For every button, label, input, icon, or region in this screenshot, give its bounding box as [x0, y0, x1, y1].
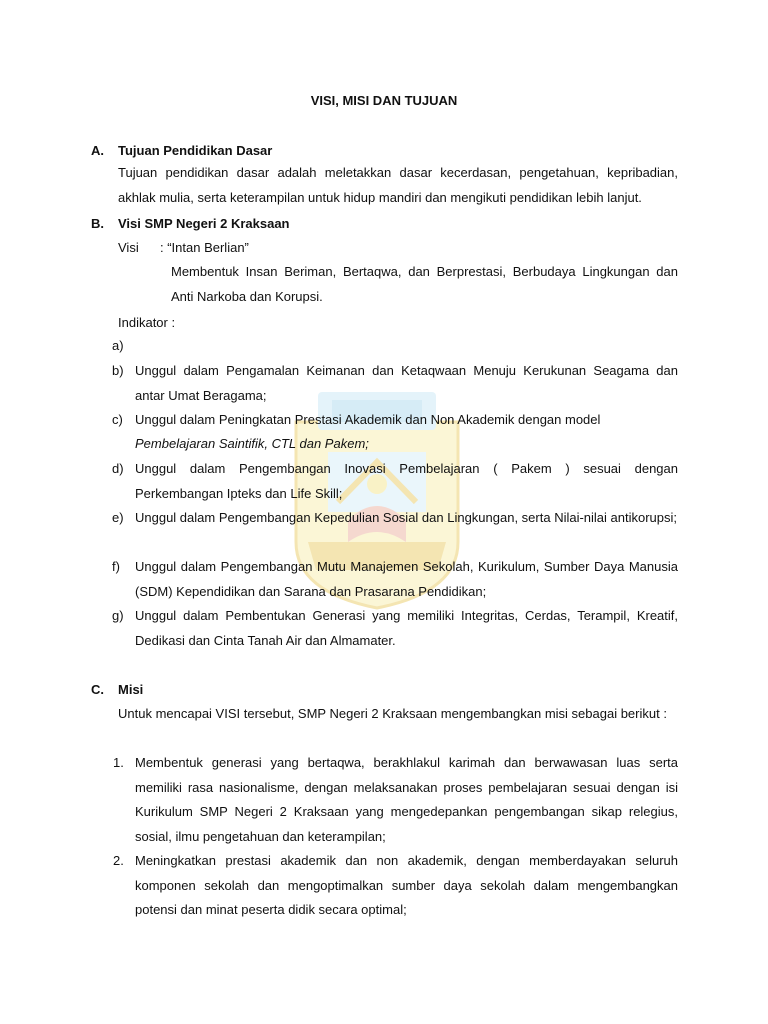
misi-item-marker: 2.	[113, 853, 124, 868]
misi-item-text: Meningkatkan prestasi akademik dan non akademik, dengan memberdayakan seluruh komponen sekolah dan mengoptimalkan sumber daya sekolah dalam mengembangkan potensi dan minat peserta didik secara optimal;	[135, 853, 678, 917]
indicator-marker: e)	[112, 510, 124, 525]
section-c-heading: Misi	[118, 682, 144, 697]
section-b-letter: B.	[91, 216, 104, 231]
indicator-text: Unggul dalam Pengembangan Inovasi Pembelajaran ( Pakem ) sesuai dengan Perkembangan Ipteks dan Life Skill;	[135, 461, 678, 501]
section-a-text: Tujuan pendidikan dasar adalah meletakkan dasar kecerdasan, pengetahuan, kepribadian, akhlak mulia, serta keterampilan untuk hidup mandiri dan mengikuti pendidikan lebih lanjut.	[118, 165, 678, 205]
visi-description: Membentuk Insan Beriman, Bertaqwa, dan Berprestasi, Berbudaya Lingkungan dan Anti Narkoba dan Korupsi.	[171, 264, 678, 304]
section-c-letter: C.	[91, 682, 104, 697]
document-title: VISI, MISI DAN TUJUAN	[310, 93, 458, 108]
indicator-marker: f)	[112, 559, 120, 574]
misi-item-text: Membentuk generasi yang bertaqwa, berakhlakul karimah dan berwawasan luas serta memiliki rasa nasionalisme, dengan melaksanakan proses pembelajaran sesuai dengan isi Kurikulum SMP Negeri 2 Kraksaan yang mengedepankan pengembangan sikap relegius, sosial, ilmu pengetahuan dan keterampilan;	[135, 755, 678, 844]
indicator-text: Unggul dalam Pengamalan Keimanan dan Ketaqwaan Menuju Kerukunan Seagama dan antar Umat Beragama;	[135, 363, 678, 403]
section-a-letter: A.	[91, 143, 104, 158]
section-a-heading: Tujuan Pendidikan Dasar	[118, 143, 273, 158]
misi-item-marker: 1.	[113, 755, 124, 770]
misi-intro: Untuk mencapai VISI tersebut, SMP Negeri 2 Kraksaan mengembangkan misi sebagai berikut :	[118, 706, 667, 721]
indicator-marker: g)	[112, 608, 124, 623]
indicator-text: Unggul dalam Peningkatan Prestasi Akademik dan Non Akademik dengan model	[135, 412, 601, 427]
indicator-text: Unggul dalam Pengembangan Kepedulian Sosial dan Lingkungan, serta Nilai-nilai antikorupsi;	[135, 510, 678, 525]
indicator-marker: d)	[112, 461, 124, 476]
indicator-italic-phrase: Pembelajaran Saintifik, CTL dan Pakem;	[135, 436, 369, 451]
visi-label: Visi	[118, 240, 139, 255]
indicator-text: Unggul dalam Pembentukan Generasi yang memiliki Integritas, Cerdas, Terampil, Kreatif, Dedikasi dan Cinta Tanah Air dan Almamater.	[135, 608, 678, 648]
indikator-label: Indikator :	[118, 315, 176, 330]
indicator-text-italic	[135, 432, 678, 457]
indicator-text: Unggul dalam Pengembangan Mutu Manajemen Sekolah, Kurikulum, Sumber Daya Manusia (SDM) Kependidikan dan Sarana dan Prasarana Pendidikan;	[135, 559, 678, 599]
indicator-marker: c)	[112, 412, 123, 427]
indicator-marker: a)	[112, 338, 124, 353]
section-b-heading: Visi SMP Negeri 2 Kraksaan	[118, 216, 290, 231]
indicator-marker: b)	[112, 363, 124, 378]
visi-value: : “Intan Berlian”	[160, 240, 249, 255]
